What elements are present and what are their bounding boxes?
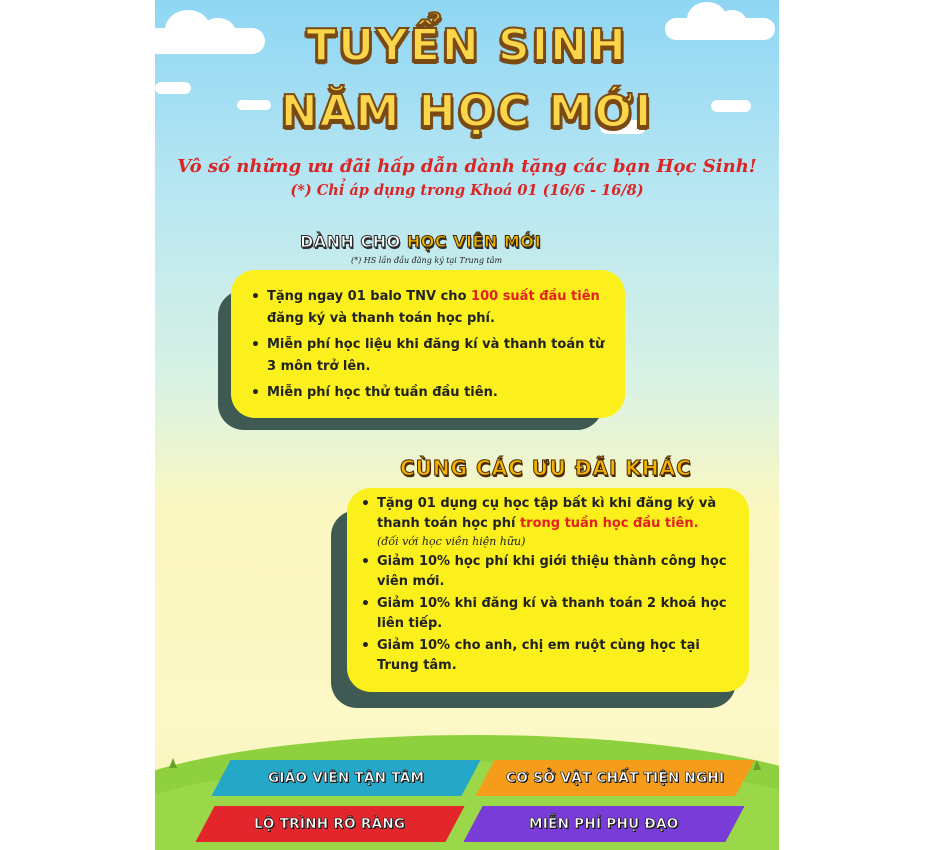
banner-label: CƠ SỞ VẬT CHẤT TIỆN NGHI (505, 770, 725, 786)
new-students-note: (*) HS lần đầu đăng ký tại Trung tâm (351, 256, 503, 265)
other-offers-heading: CÙNG CÁC ƯU ĐÃI KHÁC (400, 456, 692, 480)
banner-label: GIÁO VIÊN TẬN TÂM (267, 770, 425, 786)
grass-tuft (753, 760, 761, 770)
list-item: • Giảm 10% học phí khi giới thiệu thành công học viên mới. (357, 552, 737, 592)
heading-prefix: DÀNH CHO (300, 232, 407, 251)
banner-tutoring (463, 806, 744, 842)
new-students-heading (300, 232, 541, 251)
banner-facilities (475, 760, 754, 796)
poster-validity-note: (*) Chỉ áp dụng trong Khoá 01 (16/6 - 16/8) (290, 182, 644, 199)
heading-highlight: HỌC VIÊN MỚI (406, 232, 542, 251)
poster-title-line1: TUYỂN SINH (306, 20, 628, 71)
list-item: • Miễn phí học thử tuần đầu tiên. (247, 382, 609, 404)
new-students-offer-list (247, 286, 609, 408)
list-item: • Giảm 10% cho anh, chị em ruột cùng học tại Trung tâm. (357, 636, 737, 676)
grass-tuft (169, 758, 177, 768)
enrollment-poster (155, 0, 779, 850)
list-item: • Tặng 01 dụng cụ học tập bất kì khi đăng ký và thanh toán học phí trong tuần học đầu tiên. (đối với học viên hiện hữu) (357, 494, 737, 550)
banner-label: MIỄN PHÍ PHỤ ĐẠO (529, 816, 679, 832)
banner-teachers (211, 760, 480, 796)
list-item: • Giảm 10% khi đăng kí và thanh toán 2 khoá học liên tiếp. (357, 594, 737, 634)
poster-subtitle: Vô số những ưu đãi hấp dẫn dành tặng các bạn Học Sinh! (177, 156, 757, 177)
banner-label: LỘ TRÌNH RÕ RÀNG (254, 816, 406, 832)
list-item: • Tặng ngay 01 balo TNV cho 100 suất đầu tiên đăng ký và thanh toán học phí. (247, 286, 609, 330)
poster-title-line2: NĂM HỌC MỚI (280, 86, 654, 137)
other-offers-list (357, 494, 737, 678)
list-item: • Miễn phí học liệu khi đăng kí và thanh toán từ 3 môn trở lên. (247, 334, 609, 378)
banner-roadmap (195, 806, 464, 842)
